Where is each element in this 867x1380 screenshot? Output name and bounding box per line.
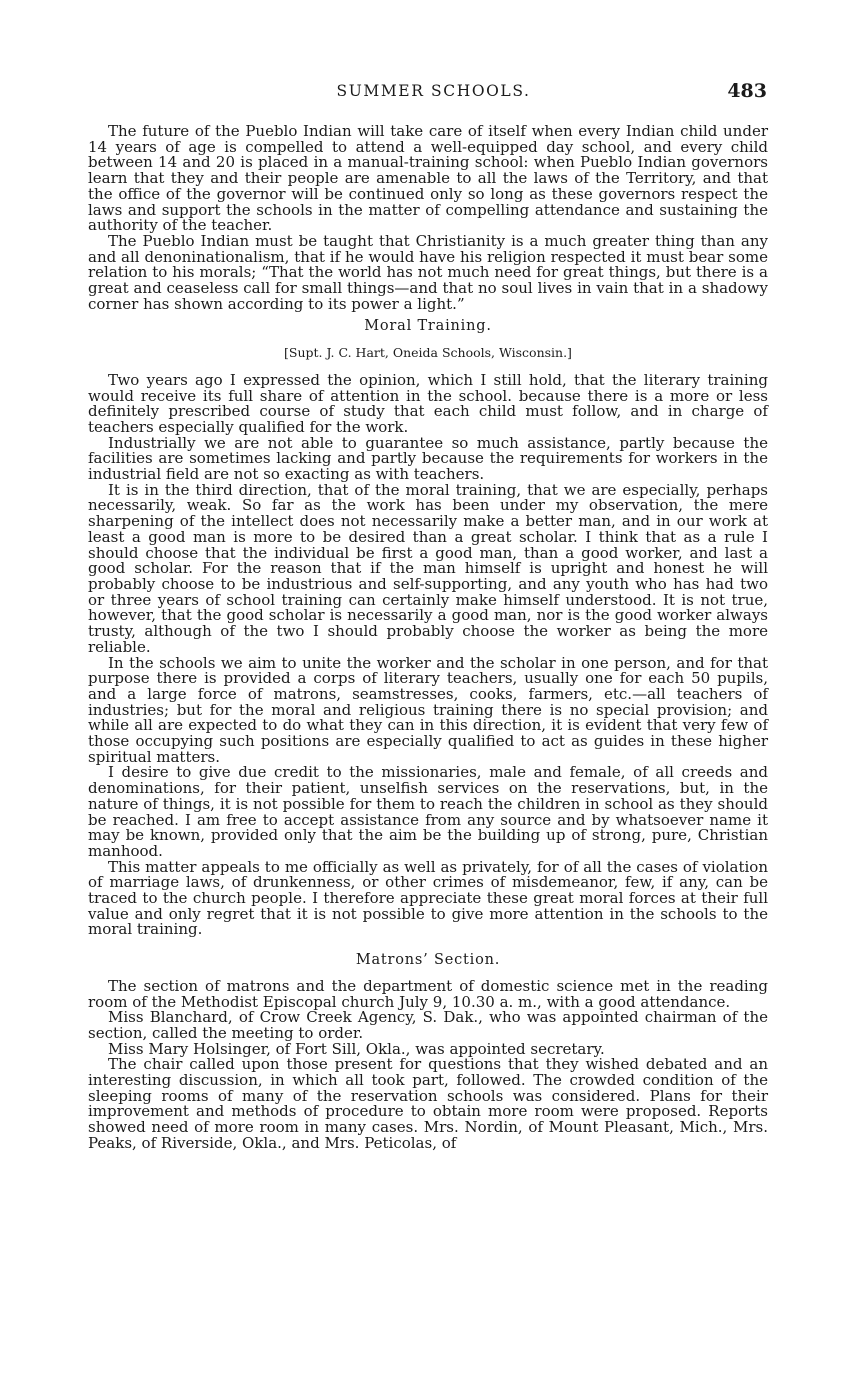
section-heading: Matrons’ Section. [355, 952, 501, 969]
paragraph: Miss Blanchard, of Crow Creek Agency, S. Dak., who was appointed chairman of the section, called the meeting to order. [88, 1008, 768, 1042]
running-header [0, 80, 867, 104]
moral-training-section [88, 319, 768, 938]
section-byline: [Supt. J. C. Hart, Oneida Schools, Wisconsin.] [284, 345, 572, 361]
paragraph: This matter appeals to me officially as well as privately, for of all the cases of violation of marriage laws, of drunkenness, or other crimes of misdemeanor, few, if any, can be traced to the church people. I therefore appreciate these great moral forces at their full value and only regret that it is not possible to give more attention in the schools to the moral training. [88, 857, 768, 939]
running-title: SUMMER SCHOOLS. [336, 82, 531, 100]
paragraph: Miss Mary Holsinger, of Fort Sill, Okla., was appointed secretary. [108, 1039, 605, 1058]
paragraph: Industrially we are not able to guarantee so much assistance, partly because the facilities are sometimes lacking and partly because the requirements for workers in the industrial field are not so exacting as with teachers. [88, 433, 768, 484]
matrons-section [88, 953, 768, 1151]
section-spacer [88, 938, 768, 946]
paragraph: In the schools we aim to unite the worker and the scholar in one person, and for that purpose there is provided a corps of literary teachers, usually one for each 50 pupils, and a large force of matrons, seamstresses, cooks, farmers, etc.—all teachers of industries; but for the moral and religious training there is no special provision; and while all are expected to do what they can in this direction, it is evident that very few of those occupying such positions are especially qualified to act as guides in these higher spiritual matters. [88, 653, 768, 766]
section-heading: Moral Training. [364, 318, 492, 335]
paragraph: I desire to give due credit to the missionaries, male and female, of all creeds and denominations, for their patient, unselfish services on the reservations, but, in the nature of things, it is not possible for them to reach the children in school as they should be reached. I am free to accept assistance from any source and by whatsoever name it may be known, provided only that the aim be the building up of strong, pure, Christian manhood. [88, 763, 768, 860]
paragraph: Two years ago I expressed the opinion, which I still hold, that the literary training would receive its full share of attention in the school. because there is a more or less definitely prescribed course of study that each child must follow, and in charge of teachers especially qualified for the work. [88, 370, 768, 436]
intro-section [88, 124, 768, 312]
paragraph: The Pueblo Indian must be taught that Christianity is a much greater thing than any and all denoninationalism, that if he would have his religion respected it must bear some relation to his morals; “That the world has not much need for great things, but there is a great and ceaseless call for small things—and that no soul lives in vain that in a shadowy corner has shown according to its power a light.” [88, 231, 768, 313]
paragraph: The future of the Pueblo Indian will take care of itself when every Indian child under 14 years of age is compelled to attend a well-equipped day school, and every child between 14 and 20 is placed in a manual-training school: when Pueblo Indian governors learn that they and their people are amenable to all the laws of the Territory, and that the office of the governor will be continued only so long as these governors respect the laws and support the schools in the matter of compelling attendance and sustaining the authority of the teacher. [88, 122, 768, 235]
paragraph: The section of matrons and the department of domestic science met in the reading room of the Methodist Episcopal church July 9, 10.30 a. m., with a good attendance. [88, 976, 768, 1011]
page-body [88, 124, 768, 1152]
paragraph: The chair called upon those present for questions that they wished debated and an interesting discussion, in which all took part, followed. The crowded condition of the sleeping rooms of many of the reservation schools was considered. Plans for their improvement and methods of procedure to obtain more room were proposed. Reports showed need of more room in many cases. Mrs. Nordin, of Mount Pleasant, Mich., Mrs. Peaks, of Riverside, Okla., and Mrs. Peticolas, of [88, 1055, 768, 1152]
paragraph: It is in the third direction, that of the moral training, that we are especially, perhaps necessarily, weak. So far as the work has been under my observation, the mere sharpening of the intellect does not necessarily make a better man, and in our work at least a good man is more to be desired than a great scholar. I think that as a rule I should choose that the individual be first a good man, than a good worker, and last a good scholar. For the reason that if the man himself is upright and honest he will probably choose to be industrious and self-supporting, and any youth who has had two or three years of school training can certainly make himself understood. It is not true, however, that the good scholar is necessarily a good man, nor is the good worker always trusty, although of the two I should probably choose the worker as being the more reliable. [88, 480, 768, 656]
page-number: 483 [727, 80, 767, 102]
